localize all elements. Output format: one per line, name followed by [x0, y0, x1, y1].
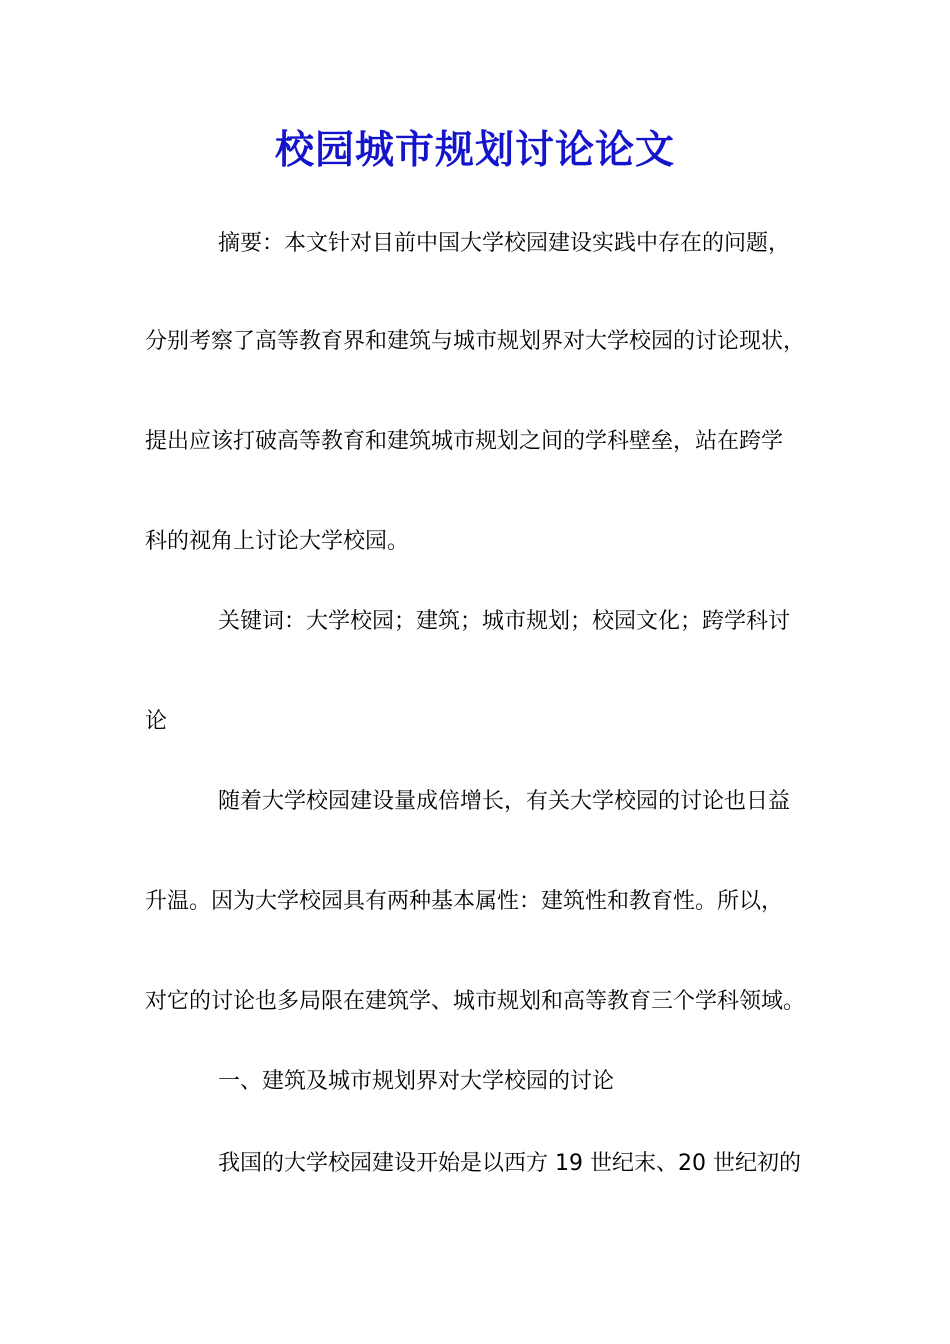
abstract-line-4: 科的视角上讨论大学校园。: [145, 529, 410, 554]
keywords-line-2: 论: [145, 709, 168, 734]
section-body-line-1: 我国的大学校园建设开始是以西方 19 世纪末、20 世纪初的: [218, 1151, 801, 1176]
section-heading: 一、建筑及城市规划界对大学校园的讨论: [218, 1069, 615, 1094]
abstract-line-2: 分别考察了高等教育界和建筑与城市规划界对大学校园的讨论现状，: [145, 329, 806, 354]
intro-line-1: 随着大学校园建设量成倍增长，有关大学校园的讨论也日益: [218, 789, 791, 814]
abstract-line-3: 提出应该打破高等教育和建筑城市规划之间的学科壁垒，站在跨学: [145, 429, 784, 454]
abstract-line-1: 摘要：本文针对目前中国大学校园建设实践中存在的问题，: [218, 231, 791, 256]
keywords-line-1: 关键词：大学校园；建筑；城市规划；校园文化；跨学科讨: [218, 609, 791, 634]
intro-line-3: 对它的讨论也多局限在建筑学、城市规划和高等教育三个学科领域。: [145, 989, 806, 1014]
intro-line-2: 升温。因为大学校园具有两种基本属性：建筑性和教育性。所以，: [145, 889, 784, 914]
document-title: 校园城市规划讨论论文: [274, 127, 675, 173]
